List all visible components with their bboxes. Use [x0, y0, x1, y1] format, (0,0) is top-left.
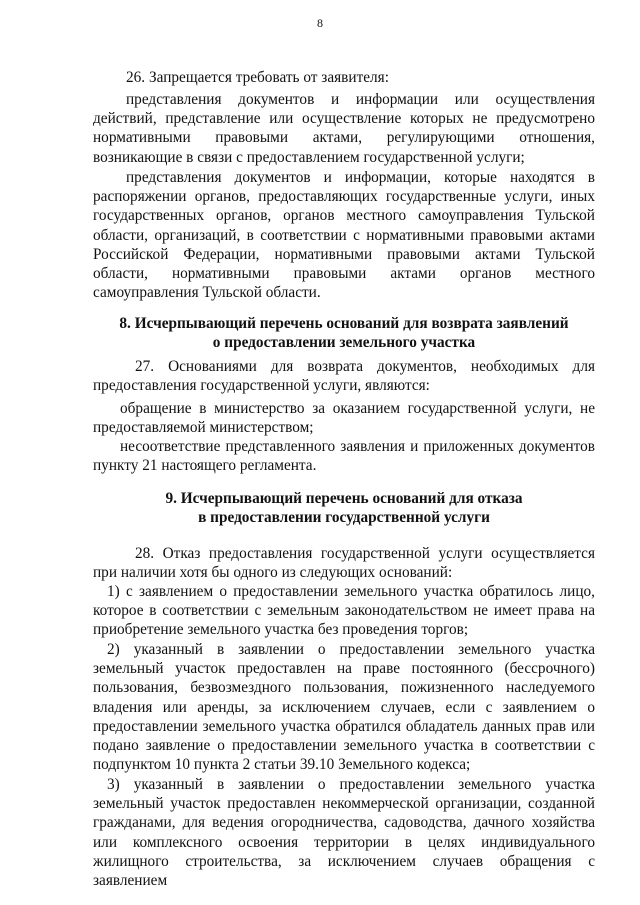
- paragraph-28-item-3: 3) указанный в заявлении о предоставлении земельного участка земельный участок предоставлен некоммерческой организации, созданной гражданами, для ведения огородничества, садоводства, дачного хозяйства или комплексного освоения территории в целях индивидуального жилищного строительства, за исключением случаев обращения с заявлением: [93, 776, 595, 890]
- page-number: 8: [317, 16, 323, 30]
- paragraph-28-item-1: 1) с заявлением о предоставлении земельного участка обратилось лицо, которое в соответствии с земельным законодательством не имеет права на приобретение земельного участка без проведения торгов;: [93, 583, 595, 639]
- section-8-heading-line2: о предоставлении земельного участка: [212, 334, 476, 351]
- paragraph-28-intro: 28. Отказ предоставления государственной услуги осуществляется при наличии хотя бы одного из следующих оснований:: [93, 545, 595, 582]
- section-9-heading-line2: в предоставлении государственной услуги: [198, 509, 490, 526]
- paragraph-26-item-b: представления документов и информации, которые находятся в распоряжении органов, предоставляющих государственные услуги, иных государственных органов, органов местного самоуправления Тульской области, организаций, в соответствии с нормативными правовыми актами Российской Федерации, нормативными правовыми актами Тульской области, нормативными правовыми актами органов местного самоуправления Тульской области.: [93, 169, 595, 302]
- paragraph-26-item-a: представления документов и информации или осуществления действий, представление или осуществление которых не предусмотрено нормативными правовыми актами, регулирующими отношения, возникающие в связи с предоставлением государственной услуги;: [93, 91, 595, 166]
- paragraph-27-item-a: обращение в министерство за оказанием государственной услуги, не предоставляемой министерством;: [93, 400, 595, 437]
- section-8-heading: [93, 314, 595, 352]
- paragraph-28-item-2: 2) указанный в заявлении о предоставлении земельного участка земельный участок предоставлен на праве постоянного (бессрочного) пользования, безвозмездного пользования, пожизненного наследуемого владения или аренды, за исключением случаев, если с заявлением о предоставлении земельного участка обратился обладатель данных прав или подано заявление о предоставлении земельного участка в соответствии с подпунктом 10 пункта 2 статьи 39.10 Земельного кодекса;: [93, 641, 595, 774]
- paragraph-27-item-b: несоответствие представленного заявления и приложенных документов пункту 21 настоящего регламента.: [93, 438, 595, 475]
- section-9-heading-line1: 9. Исчерпывающий перечень оснований для отказа: [165, 490, 523, 507]
- paragraph-26-intro: 26. Запрещается требовать от заявителя:: [126, 69, 389, 86]
- section-9-heading: [93, 489, 595, 527]
- section-8-heading-line1: 8. Исчерпывающий перечень оснований для возврата заявлений: [119, 315, 569, 332]
- paragraph-27-intro: 27. Основаниями для возврата документов, необходимых для предоставления государственной услуги, являются:: [93, 358, 595, 395]
